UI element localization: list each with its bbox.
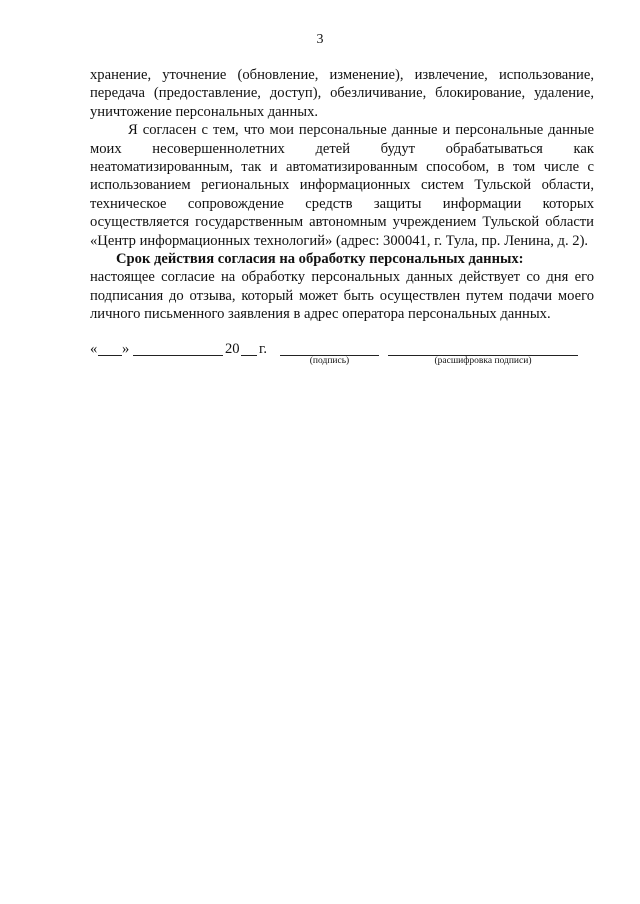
close-quote: » [122, 341, 130, 357]
decoding-caption: (расшифровка подписи) [434, 356, 532, 366]
day-blank-line[interactable] [98, 355, 122, 356]
paragraph-processing-actions: хранение, уточнение (обновление, изменение), извлечение, использование, передача (предоставление, доступ), обезличивание, блокирование, удаление, уничтожение персональных данных. [90, 67, 594, 120]
paragraph-consent-term: настоящее согласие на обработку персональных данных действует со дня его подписания до отзыва, который может быть осуществлен путем подачи моего личного письменного заявления в адрес оператора персональных данных. [90, 269, 594, 323]
document-body [90, 66, 594, 324]
year-prefix: 20 [225, 341, 240, 357]
signature-caption: (подпись) [309, 356, 350, 366]
consent-term-heading: Срок действия согласия на обработку персональных данных: [116, 251, 524, 268]
paragraph-consent-statement: Я согласен с тем, что мои персональные данные и персональные данные моих несовершеннолетних детей будут обрабатываться как неатоматизированным, так и автоматизированным способом, в том числе с использованием региональных информационных систем Тульской области, техническое сопровождение средств защиты информации которых осуществляется государственным автономным учреждением Тульской области «Центр информационных технологий» (адрес: 300041, г. Тула, пр. Ленина, д. 2). [90, 122, 594, 249]
page-number: 3 [316, 32, 324, 47]
month-blank-line[interactable] [133, 355, 223, 356]
year-blank-line[interactable] [241, 355, 257, 356]
open-quote: « [90, 341, 98, 357]
year-suffix: г. [259, 341, 267, 357]
